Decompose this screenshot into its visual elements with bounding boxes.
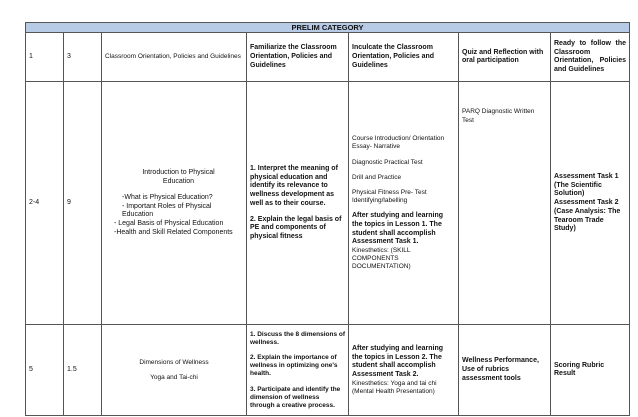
topic-cell: [102, 325, 247, 416]
activity-item: Drill and Practice: [352, 173, 402, 181]
activity-kinesthetics: Kinesthetics: Yoga and tai chi: [352, 379, 437, 387]
topic-item: -Health and Skill Related Components: [114, 228, 233, 236]
outcomes-cell: [247, 325, 349, 416]
topic-sub: Yoga and Tai-chi: [150, 373, 198, 381]
activities-cell: [349, 82, 459, 325]
outcome-item: 1. Interpret the meaning of physical education and identify its relevance to wellness development as well as to their course.: [250, 164, 338, 207]
topic-item: - Legal Basis of Physical Education: [114, 220, 224, 227]
activity-task: After studying and learning the topics in Lesson 2. The student shall accomplish Assessment Task 2.: [352, 344, 444, 378]
activity-item: Course Introduction/ Orientation Essay- Narrative: [352, 135, 445, 151]
category-title: PRELIM CATEGORY: [26, 23, 630, 33]
syllabus-table-wrap: [25, 22, 629, 409]
activity-task: After studying and learning the topics in Lesson 1. The student shall accomplish Assessment Task 1.: [352, 212, 444, 246]
hours-cell: 3: [64, 33, 102, 82]
week-cell: 1: [26, 33, 64, 82]
syllabus-table: [25, 22, 630, 416]
activity-item: Diagnostic Practical Test: [352, 158, 423, 166]
topic-cell: Classroom Orientation, Policies and Guidelines: [102, 33, 247, 82]
topic-cell: [102, 82, 247, 325]
topic-item: - Important Roles of Physical Education: [122, 202, 212, 219]
outcomes-cell: Familiarize the Classroom Orientation, Policies and Guidelines: [247, 33, 349, 82]
topic-item: -What is Physical Education?: [122, 193, 213, 201]
topic-title: Dimensions of Wellness: [139, 358, 209, 366]
week-cell: 5: [26, 325, 64, 416]
table-row: [26, 82, 630, 325]
activities-cell: Inculcate the Classroom Orientation, Policies and Guidelines: [349, 33, 459, 82]
assessment-cell: PARQ Diagnostic Written Test: [459, 82, 551, 325]
activities-cell: [349, 325, 459, 416]
output-cell: Ready to follow the Classroom Orientation, Policies and Guidelines: [551, 33, 630, 82]
hours-cell: 1.5: [64, 325, 102, 416]
outcome-item: 3. Participate and identify the dimension of wellness through a creative process.: [250, 385, 341, 409]
outcome-item: 2. Explain the importance of wellness in optimizing one's health.: [250, 354, 338, 378]
hours-cell: 9: [64, 82, 102, 325]
activity-kinesthetics: Kinesthetics: (SKILL COMPONENTS DOCUMENTATION): [352, 247, 411, 271]
week-cell: 2-4: [26, 82, 64, 325]
outcome-item: 2. Explain the legal basis of PE and components of physical fitness: [250, 215, 342, 241]
topic-title: Introduction to Physical Education: [142, 169, 215, 185]
assessment-cell: Wellness Performance, Use of rubrics assessment tools: [459, 325, 551, 416]
outcomes-cell: [247, 82, 349, 325]
table-row: [26, 33, 630, 82]
output-cell: Scoring Rubric Result: [551, 325, 630, 416]
activity-item: Physical Fitness Pre- Test Identifying/labelling: [352, 188, 427, 204]
activity-kinesthetics: (Mental Health Presentation): [352, 387, 435, 395]
outcome-item: 1. Discuss the 8 dimensions of wellness.: [250, 330, 345, 346]
table-row: [26, 325, 630, 416]
output-cell: Assessment Task 1 (The Scientific Solution) Assessment Task 2 (Case Analysis: The Tearoom Trade Study): [551, 82, 630, 325]
assessment-cell: Quiz and Reflection with oral participation: [459, 33, 551, 82]
